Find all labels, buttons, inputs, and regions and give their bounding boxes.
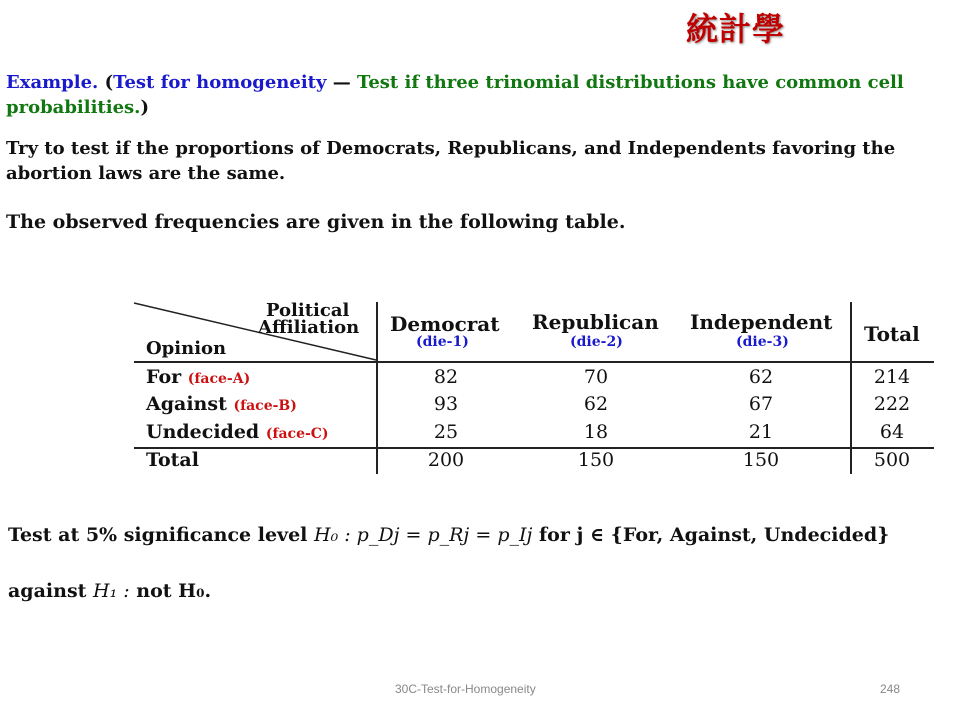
table-cell: 21 <box>748 421 774 443</box>
table-cell: 62 <box>748 366 774 388</box>
problem-statement <box>6 136 956 186</box>
table-cell: 62 <box>583 393 609 415</box>
example-description-line2: probabilities. <box>6 97 141 118</box>
problem-line1: Try to test if the proportions of Democrats, Republicans, and Independents favoring the <box>6 138 896 159</box>
table-cell: 25 <box>433 421 459 443</box>
problem-line2: abortion laws are the same. <box>6 163 286 184</box>
h0-index-set: for j ∈ {For, Against, Undecided} <box>532 524 890 546</box>
row-tag-for: (face-A) <box>187 371 251 387</box>
example-description-line1: Test if three trinomial distributions have common cell <box>357 72 904 93</box>
total-rule <box>134 447 934 449</box>
row-label-divider <box>376 302 378 474</box>
footer-page-number: 248 <box>880 682 901 696</box>
table-cell: 82 <box>433 366 459 388</box>
col-sub-independent: (die-3) <box>736 334 789 350</box>
h0-formula: H₀ : p_Dj = p_Rj = p_Ij <box>314 524 533 546</box>
header-rule <box>134 361 934 363</box>
row-label-for: For (face-A) <box>146 366 251 388</box>
observed-frequencies-note: The observed frequencies are given in the following table. <box>6 211 626 233</box>
null-hypothesis-statement <box>8 524 889 546</box>
corner-political: Political <box>266 300 350 321</box>
alternative-hypothesis-statement <box>8 580 211 602</box>
row-tag-undecided: (face-C) <box>265 426 329 442</box>
example-open-paren: ( <box>104 72 114 93</box>
row-tag-against: (face-B) <box>233 398 297 414</box>
row-label-undecided: Undecided (face-C) <box>146 421 329 443</box>
example-paragraph <box>6 70 956 120</box>
table-cell: 214 <box>873 366 911 388</box>
table-cell: 93 <box>433 393 459 415</box>
table-cell: 150 <box>577 449 615 471</box>
corner-opinion: Opinion <box>146 338 227 359</box>
example-close-paren: ) <box>140 97 149 118</box>
table-cell: 150 <box>742 449 780 471</box>
example-dash: — <box>326 72 357 93</box>
col-sub-republican: (die-2) <box>570 334 623 350</box>
footer-slide-name: 30C-Test-for-Homogeneity <box>395 682 536 696</box>
row-label-total: Total <box>146 449 199 471</box>
row-label-against: Against (face-B) <box>146 393 297 415</box>
frequency-table <box>130 298 936 478</box>
against-suffix: not H₀. <box>129 580 212 602</box>
table-cell: 500 <box>873 449 911 471</box>
h1-formula: H₁ : <box>93 580 130 602</box>
slide-title: 統計學 <box>686 10 786 48</box>
col-sub-democrat: (die-1) <box>416 334 469 350</box>
col-header-democrat: Democrat <box>390 312 500 336</box>
col-header-total: Total <box>864 322 920 346</box>
against-prefix: against <box>8 580 94 602</box>
table-cell: 67 <box>748 393 774 415</box>
col-header-republican: Republican <box>532 310 659 334</box>
table-cell: 222 <box>873 393 911 415</box>
col-header-independent: Independent <box>690 310 833 334</box>
table-cell: 64 <box>879 421 905 443</box>
table-cell: 18 <box>583 421 609 443</box>
test-prefix: Test at 5% significance level <box>8 524 315 546</box>
example-topic: Test for homogeneity <box>113 72 327 93</box>
example-label: Example. <box>6 72 99 93</box>
corner-affiliation: Affiliation <box>258 317 360 338</box>
table-cell: 200 <box>427 449 465 471</box>
table-cell: 70 <box>583 366 609 388</box>
